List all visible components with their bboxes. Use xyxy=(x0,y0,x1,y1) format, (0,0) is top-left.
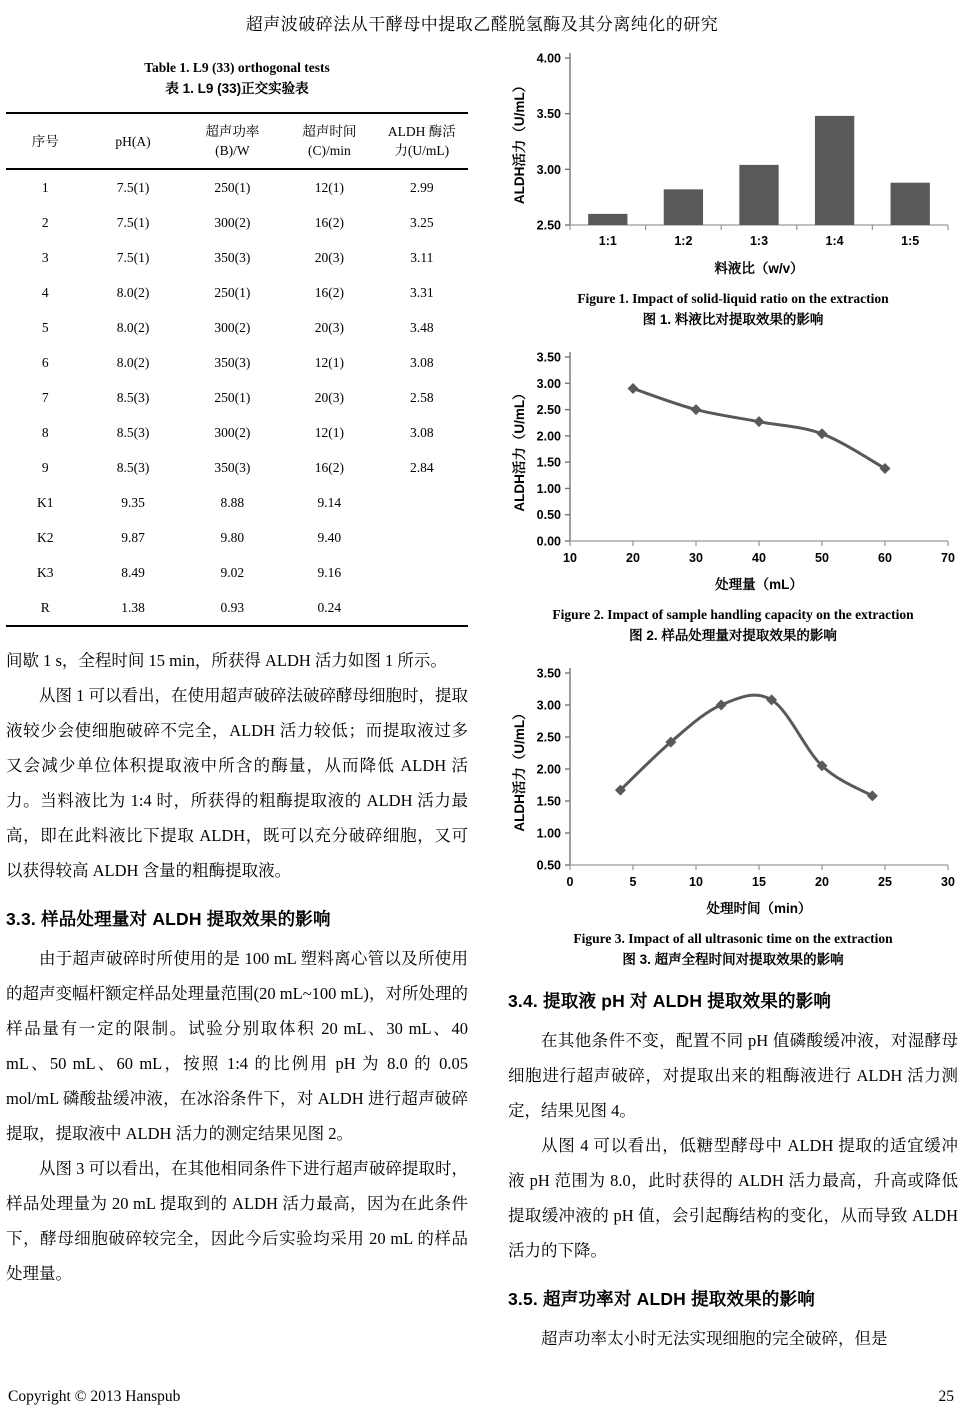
figure1-bar-chart xyxy=(508,45,958,282)
svg-text:40: 40 xyxy=(752,551,766,565)
paragraph-figure3-discussion: 从图 3 可以看出，在其他相同条件下进行超声破碎提取时，样品处理量为 20 mL 提取到的 ALDH 活力最高，因为在此条件下，酵母细胞破碎较完全，因此今后实验均采用 20 mL 的样品处理量。 xyxy=(6,1159,468,1283)
table-cell: 9.35 xyxy=(121,494,145,510)
svg-text:1:4: 1:4 xyxy=(825,234,844,248)
table-row xyxy=(6,555,468,590)
table-row xyxy=(6,520,468,555)
svg-text:0: 0 xyxy=(566,875,574,889)
section-heading-3-5: 3.5. 超声功率对 ALDH 提取效果的影响 xyxy=(508,1289,815,1309)
table-cell: K1 xyxy=(37,494,54,510)
svg-text:ALDH活力（U/mL）: ALDH活力（U/mL） xyxy=(512,386,527,512)
table-cell: K2 xyxy=(37,529,54,545)
table-cell: 350(3) xyxy=(214,354,251,370)
table-header-cell: pH(A) xyxy=(85,113,182,169)
table-cell: 0.93 xyxy=(220,599,245,615)
svg-text:0.50: 0.50 xyxy=(536,508,561,523)
table-header-cell: 超声功率 (B)/W xyxy=(182,113,284,169)
table-cell: 7.5(1) xyxy=(116,249,150,265)
svg-text:30: 30 xyxy=(689,551,703,565)
left-column xyxy=(6,41,468,1356)
table-cell: 8.5(3) xyxy=(116,459,150,475)
svg-text:10: 10 xyxy=(563,551,577,565)
table-cell: 9.40 xyxy=(317,529,342,545)
table-cell: R xyxy=(40,599,50,615)
table-cell: 2.99 xyxy=(409,179,434,195)
paragraph-figure1-discussion: 从图 1 可以看出，在使用超声破碎法破碎酵母细胞时，提取液较少会使细胞破碎不完全，ALDH 活力较低；而提取液过多又会减少单位体积提取液中所含的酶量，从而降低 ALDH 活力。当料液比为 1:4 时，所获得的粗酶提取液的 ALDH 活力最高，即在此料液比下提取 ALDH，既可以充分破碎细胞，又可以获得较高 ALDH 含量的粗酶提取液。 xyxy=(6,686,468,880)
svg-text:料液比（w/v）: 料液比（w/v） xyxy=(714,261,804,276)
svg-text:3.00: 3.00 xyxy=(536,376,561,391)
table-row xyxy=(6,310,468,345)
svg-text:0.00: 0.00 xyxy=(536,534,561,549)
table-cell: 9.87 xyxy=(121,529,145,545)
table-cell: 3.31 xyxy=(409,284,434,300)
table-cell: 250(1) xyxy=(214,179,251,195)
svg-text:3.00: 3.00 xyxy=(536,698,561,713)
table-row xyxy=(6,205,468,240)
table-cell xyxy=(376,555,468,590)
paragraph-sample-volume: 由于超声破碎时所使用的是 100 mL 塑料离心管以及所使用的超声变幅杆额定样品处理量范围(20 mL~100 mL)，对所处理的样品量有一定的限制。试验分别取体积 20 mL、30 mL、40 mL、50 mL、60 mL，按照 1:4 的比例用 pH 为 8.0 的 0.05 mol/mL 磷酸盐缓冲液，在冰浴条件下，对 ALDH 进行超声破碎提取，提取液中 ALDH 活力的测定结果见图 2。 xyxy=(6,949,468,1143)
table-cell: 9.14 xyxy=(317,494,342,510)
svg-text:4.00: 4.00 xyxy=(536,51,561,66)
table-cell: 8.0(2) xyxy=(116,284,150,300)
table-cell: 300(2) xyxy=(214,424,251,440)
svg-text:3.00: 3.00 xyxy=(536,162,561,177)
table-cell: 2 xyxy=(41,214,49,230)
figure2-caption-zh: 图 2. 样品处理量对提取效果的影响 xyxy=(629,628,837,643)
table-cell: 12(1) xyxy=(314,354,344,370)
svg-text:1:2: 1:2 xyxy=(674,234,693,248)
svg-text:2.00: 2.00 xyxy=(536,429,561,444)
svg-text:3.50: 3.50 xyxy=(536,107,561,122)
footer-page-number: 25 xyxy=(938,1388,954,1405)
table-cell: 3.08 xyxy=(409,354,434,370)
figure2-line-chart xyxy=(508,344,958,598)
table-cell: 300(2) xyxy=(214,214,251,230)
svg-text:30: 30 xyxy=(941,875,955,889)
section-heading-3-3: 3.3. 样品处理量对 ALDH 提取效果的影响 xyxy=(6,909,331,929)
table-cell: 3.25 xyxy=(409,214,434,230)
svg-text:1.50: 1.50 xyxy=(536,794,561,809)
footer-copyright: Copyright © 2013 Hanspub xyxy=(8,1388,181,1405)
table-cell: 300(2) xyxy=(214,319,251,335)
section-heading-3-4: 3.4. 提取液 pH 对 ALDH 提取效果的影响 xyxy=(508,991,832,1011)
two-column-layout xyxy=(0,41,964,1356)
table-cell xyxy=(376,485,468,520)
table-cell: 16(2) xyxy=(314,284,344,300)
table-row xyxy=(6,590,468,626)
figure3-caption-zh: 图 3. 超声全程时间对提取效果的影响 xyxy=(622,952,844,967)
svg-text:2.50: 2.50 xyxy=(536,403,561,418)
table-header xyxy=(6,113,468,169)
table-row xyxy=(6,240,468,275)
table-header-cell: 超声时间 (C)/min xyxy=(283,113,375,169)
svg-text:20: 20 xyxy=(626,551,640,565)
svg-text:1.50: 1.50 xyxy=(536,455,561,470)
table-cell: K3 xyxy=(37,564,54,580)
table-cell: 7.5(1) xyxy=(116,214,150,230)
svg-text:0.50: 0.50 xyxy=(536,858,561,873)
table-title-en: Table 1. L9 (33) orthogonal tests xyxy=(144,60,330,75)
table-title xyxy=(6,57,468,99)
table-cell: 7.5(1) xyxy=(116,179,150,195)
svg-text:10: 10 xyxy=(689,875,703,889)
figure1-caption-zh: 图 1. 料液比对提取效果的影响 xyxy=(642,312,824,327)
table-cell: 8 xyxy=(41,424,49,440)
svg-text:15: 15 xyxy=(752,875,766,889)
table-cell: 4 xyxy=(41,284,49,300)
table-cell: 8.49 xyxy=(121,564,145,580)
table-cell: 6 xyxy=(41,354,49,370)
svg-text:1.00: 1.00 xyxy=(536,481,561,496)
table-cell: 3.48 xyxy=(409,319,434,335)
paper-header-title: 超声波破碎法从干酵母中提取乙醛脱氢酶及其分离纯化的研究 xyxy=(245,15,719,34)
table-cell: 20(3) xyxy=(314,319,344,335)
table-cell: 2.58 xyxy=(409,389,434,405)
table-cell xyxy=(376,590,468,626)
table-row xyxy=(6,450,468,485)
svg-text:3.50: 3.50 xyxy=(536,350,561,365)
right-column xyxy=(508,41,958,1356)
paragraph-continuation: 间歇 1 s，全程时间 15 min，所获得 ALDH 活力如图 1 所示。 xyxy=(6,651,447,670)
svg-text:1.00: 1.00 xyxy=(536,826,561,841)
svg-text:50: 50 xyxy=(815,551,829,565)
table-cell: 350(3) xyxy=(214,249,251,265)
table-row xyxy=(6,275,468,310)
table-cell: 8.0(2) xyxy=(116,354,150,370)
table-cell: 9.02 xyxy=(220,564,245,580)
svg-text:ALDH活力（U/mL）: ALDH活力（U/mL） xyxy=(512,78,527,205)
figure2-caption-en: Figure 2. Impact of sample handling capacity on the extraction xyxy=(552,607,914,622)
figure3-caption-en: Figure 3. Impact of all ultrasonic time on the extraction xyxy=(573,931,893,946)
table-cell: 1 xyxy=(41,179,49,195)
table-cell: 1.38 xyxy=(121,599,145,615)
table-header-cell: 序号 xyxy=(6,113,85,169)
table-cell xyxy=(376,520,468,555)
figure1-caption-en: Figure 1. Impact of solid-liquid ratio on the extraction xyxy=(577,291,889,306)
svg-text:3.50: 3.50 xyxy=(536,666,561,681)
svg-text:20: 20 xyxy=(815,875,829,889)
table-cell: 8.88 xyxy=(220,494,245,510)
table-cell: 20(3) xyxy=(314,249,344,265)
table-row xyxy=(6,380,468,415)
table-header-cell: ALDH 酶活 力(U/mL) xyxy=(376,113,468,169)
table-cell: 9 xyxy=(41,459,49,475)
table-cell: 8.0(2) xyxy=(116,319,150,335)
table-cell: 12(1) xyxy=(314,424,344,440)
svg-text:25: 25 xyxy=(878,875,892,889)
table-cell: 250(1) xyxy=(214,284,251,300)
table-cell: 7 xyxy=(41,389,49,405)
table-cell: 250(1) xyxy=(214,389,251,405)
table-cell: 350(3) xyxy=(214,459,251,475)
figure1-caption xyxy=(508,288,958,330)
table-row xyxy=(6,345,468,380)
table-cell: 20(3) xyxy=(314,389,344,405)
table-cell: 3.08 xyxy=(409,424,434,440)
svg-text:处理量（mL）: 处理量（mL） xyxy=(715,577,803,592)
table-cell: 8.5(3) xyxy=(116,424,150,440)
table-cell: 5 xyxy=(41,319,49,335)
figure3-caption xyxy=(508,928,958,970)
svg-text:2.50: 2.50 xyxy=(536,218,561,233)
table-cell: 3 xyxy=(41,249,49,265)
page-footer xyxy=(8,1388,954,1406)
svg-text:5: 5 xyxy=(629,875,637,889)
figure3-line-chart xyxy=(508,660,958,922)
table-cell: 16(2) xyxy=(314,214,344,230)
paragraph-ph-setup: 在其他条件不变，配置不同 pH 值磷酸缓冲液，对湿酵母细胞进行超声破碎，对提取出来的粗酶液进行 ALDH 活力测定，结果见图 4。 xyxy=(508,1031,958,1120)
table-header-row xyxy=(6,113,468,169)
svg-text:处理时间（min）: 处理时间（min） xyxy=(706,901,812,916)
paragraph-figure4-discussion: 从图 4 可以看出，低糖型酵母中 ALDH 提取的适宜缓冲液 pH 范围为 8.0，此时获得的 ALDH 活力最高，升高或降低提取缓冲液的 pH 值，会引起酶结构的变化，从而导致 ALDH 活力的下降。 xyxy=(508,1136,958,1260)
table-cell: 9.80 xyxy=(220,529,245,545)
orthogonal-test-table xyxy=(6,112,468,627)
svg-text:1:1: 1:1 xyxy=(598,234,617,248)
paragraph-power-intro: 超声功率太小时无法实现细胞的完全破碎，但是 xyxy=(541,1329,888,1348)
table-row xyxy=(6,485,468,520)
svg-text:2.00: 2.00 xyxy=(536,762,561,777)
table-cell: 8.5(3) xyxy=(116,389,150,405)
table-cell: 0.24 xyxy=(317,599,342,615)
table-row xyxy=(6,415,468,450)
table-cell: 9.16 xyxy=(317,564,342,580)
table-title-zh: 表 1. L9 (33)正交实验表 xyxy=(165,81,309,96)
table-row xyxy=(6,169,468,205)
svg-text:2.50: 2.50 xyxy=(536,730,561,745)
table-cell: 3.11 xyxy=(410,249,434,265)
table-cell: 12(1) xyxy=(314,179,344,195)
svg-text:60: 60 xyxy=(878,551,892,565)
svg-text:70: 70 xyxy=(941,551,955,565)
svg-text:1:5: 1:5 xyxy=(901,234,920,248)
figure2-caption xyxy=(508,604,958,646)
table-body xyxy=(6,169,468,626)
table-cell: 16(2) xyxy=(314,459,344,475)
table-cell: 2.84 xyxy=(409,459,434,475)
svg-text:1:3: 1:3 xyxy=(749,234,769,248)
svg-text:ALDH活力（U/mL）: ALDH活力（U/mL） xyxy=(512,706,527,832)
